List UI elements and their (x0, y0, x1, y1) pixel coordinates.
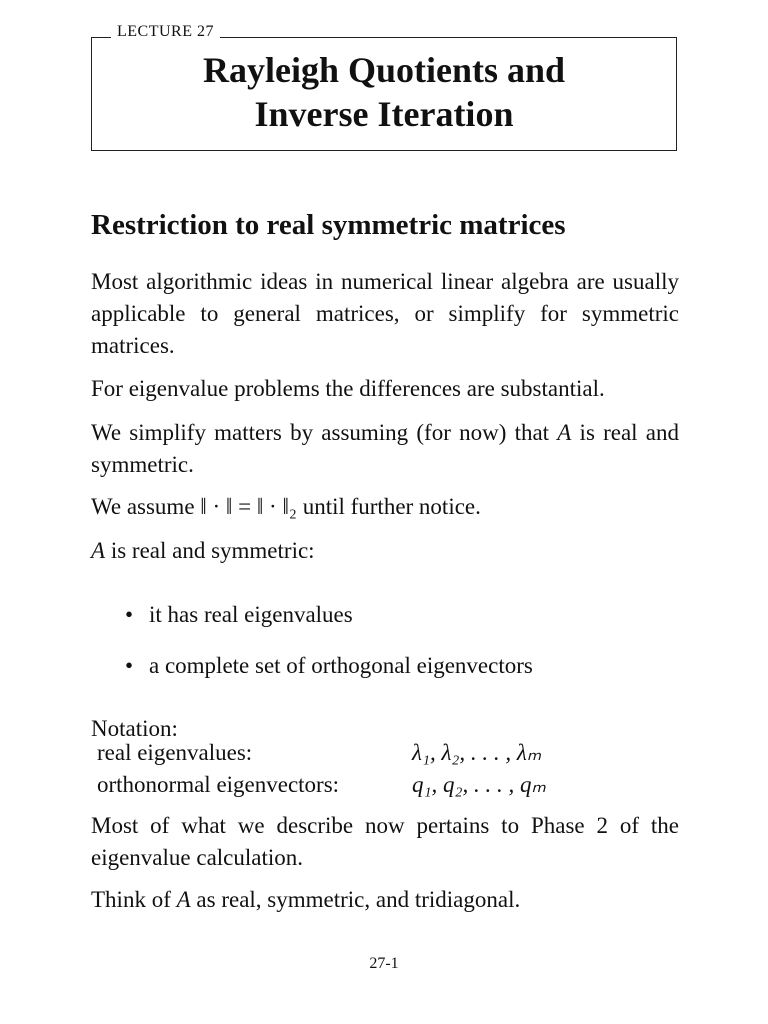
paragraph-5-post: is real and symmetric: (105, 538, 315, 563)
list-item (125, 650, 533, 682)
notation-heading: Notation: (91, 716, 178, 741)
section-heading: Restriction to real symmetric matrices (91, 209, 566, 241)
list-item (125, 599, 353, 631)
paragraph-4-post: until further notice. (296, 494, 481, 519)
list-item-text: a complete set of orthogonal eigenvectors (149, 653, 533, 678)
matrix-variable: A (557, 420, 572, 445)
matrix-variable: A (176, 887, 191, 912)
bullet-icon: • (125, 602, 134, 627)
paragraph-7-post: as real, symmetric, and tridiagonal. (190, 887, 521, 912)
lecture-title (91, 48, 677, 136)
norm-expression: ‖ · ‖ = ‖ · ‖₂ (200, 494, 297, 519)
notation-label-eigenvectors: orthonormal eigenvectors: (97, 772, 340, 797)
paragraph-6: Most of what we describe now pertains to Phase 2 of the eigenvalue calculation. (91, 813, 679, 870)
list-item-text: it has real eigenvalues (149, 602, 353, 627)
paragraph-7-pre: Think of (91, 887, 177, 912)
notation-value-eigenvectors: q₁, q₂, . . . , qₘ (412, 772, 546, 797)
paragraph-2: For eigenvalue problems the differences are substantial. (91, 376, 605, 401)
page-number: 27-1 (369, 955, 399, 972)
paragraph-4 (91, 491, 679, 523)
paragraph-4-pre: We assume (91, 494, 201, 519)
notation-label-eigenvalues: real eigenvalues: (97, 740, 253, 765)
paragraph-3-pre: We simplify matters by assuming (for now) that (91, 420, 558, 445)
paragraph-3 (91, 417, 679, 481)
paragraph-7 (91, 884, 679, 916)
bullet-icon: • (125, 653, 134, 678)
paragraph-1: Most algorithmic ideas in numerical linear algebra are usually applicable to general matrices, or simplify for symmetric matrices. (91, 269, 679, 358)
paragraph-3-post: is real and symmetric. (91, 420, 679, 477)
paragraph-5 (91, 535, 679, 567)
lecture-title-line-2: Inverse Iteration (254, 94, 514, 134)
matrix-variable: A (91, 538, 106, 563)
lecture-title-line-1: Rayleigh Quotients and (202, 50, 566, 90)
notation-value-eigenvalues: λ₁, λ₂, . . . , λₘ (412, 740, 542, 765)
lecture-label: LECTURE 27 (111, 23, 220, 41)
